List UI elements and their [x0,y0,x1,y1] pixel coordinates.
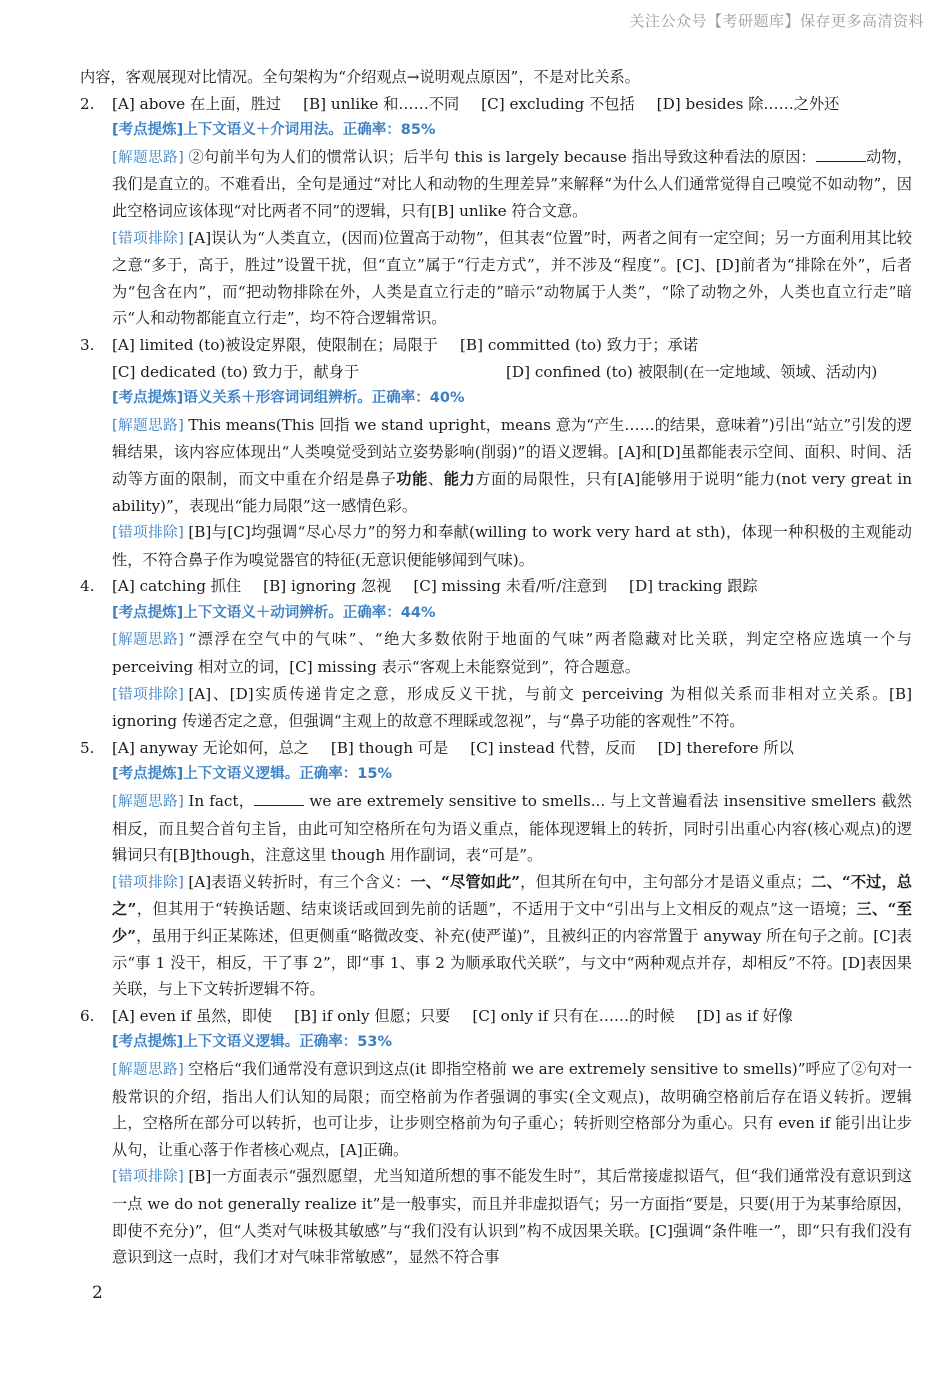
q5-cuoxiang-bold-2: 二、“不过，总之” [112,872,912,919]
q3-jieti [80,412,912,519]
q2-cuoxiang [80,225,912,332]
q4-kaodian-text: 上下文语义＋动词辨析。正确率：44% [183,604,436,621]
q4-options [80,573,912,600]
q5-kaodian-text: 上下文语义逻辑。正确率：15% [183,766,392,783]
q5-option-d: [D] therefore 所以 [657,738,794,757]
kaodian-label: [考点提炼] [112,390,184,407]
q5-option-c: [C] instead 代替，反而 [470,738,636,757]
q6-option-c: [C] only if 只有在……的时候 [472,1006,675,1025]
q3-options-row2 [112,359,912,386]
q3-option-b: [B] committed (to) 致力于；承诺 [459,335,698,354]
q4-jieti-text: “漂浮在空气中的气味”、“绝大多数依附于地面的气味”两者隐藏对比关联，判定空格应选填一个与 perceiving 相对立的词，[C] missing 表示“客观上未能察觉到”，符合题意。 [112,630,912,677]
q5-cuoxiang-text-g: ，虽用于纠正某陈述，但更侧重“略微改变、补充(使严谨)”，且被纠正的内容常置于 anyway 所在句子之前。[C]表示“事 1 没干，相反，干了事 2”，即“事 1、事 2 为顺承取代关联”，与文中“两种观点并存，却相反”不符。[D]表因果关联，与上下文转折逻辑不符。 [112,927,912,999]
q5-options [80,735,912,762]
q5-cuoxiang [80,869,912,1003]
jieti-label: [解题思路] [112,794,185,811]
q3-option-a: [A] limited (to)被设定界限，使限制在；局限于 [112,335,438,354]
q3-cuoxiang-text: [B]与[C]均强调“尽心尽力”的努力和奉献(willing to work very hard at sth)，体现一种积极的主观能动性，不符合鼻子作为嗅觉器官的特征(无意识便能够闻到气味)。 [112,523,912,569]
q2-blank [816,147,866,162]
q2-option-b: [B] unlike 和……不同 [303,94,460,113]
q3-jieti-text-c: 、 [427,469,444,488]
q2-option-c: [C] excluding 不包括 [481,94,635,113]
q5-option-a: [A] anyway 无论如何，总之 [112,738,309,757]
jieti-label: [解题思路] [112,632,185,649]
cuoxiang-label: [错项排除] [112,686,185,703]
q6-jieti-text: 空格后“我们通常没有意识到这点(it 即指空格前 we are extremely sensitive to smells)”呼应了②句对一般常识的介绍，指出人们认知的局限；而空格前为作者强调的事实(全文观点)，故明确空格前后存在语义转折。逻辑上，空格所在部分可以转折，也可让步，让步则空格前为句子重心；转折则空格部分为重心。只有 even if 能引出让步从句，让重心落于作者核心观点，[A]正确。 [112,1059,912,1159]
q2-number: 2. [80,94,95,113]
q2-jieti-text-2: 动物，我们是直立的。不难看出，全句是通过“对比人和动物的生理差异”来解释“为什么人们通常觉得自己嗅觉不如动物”，因此空格词应该体现“对比两者不同”的逻辑，只有[B] unlike 符合文意。 [112,147,913,220]
q6-cuoxiang-text: [B]一方面表示“强烈愿望，尤当知道所想的事不能发生时”，其后常接虚拟语气，但“我们通常没有意识到这一点 we do not generally realize it”是一般事实，而且并非虚拟语气；另一方面指“要是，只要(用于为某事给原因，即使不充分)”，但“人类对气味极其敏感”与“我们没有认识到”构不成因果关联。[C]强调“条件唯一”，即“只有我们没有意识到这一点时，我们才对气味非常敏感”，显然不符合事 [112,1167,912,1267]
q6-option-a: [A] even if 虽然，即使 [112,1006,273,1025]
q5-jieti [80,788,912,869]
q3-number: 3. [80,335,95,354]
q5-cuoxiang-text-c: ，但其所在句中，主句部分才是语义重点； [520,872,812,891]
q6-options [80,1003,912,1030]
watermark-text: 关注公众号【考研题库】保存更多高清资料 [629,12,924,30]
q3-cuoxiang [80,519,912,573]
kaodian-label: [考点提炼] [112,766,184,783]
q6-option-b: [B] if only 但愿；只要 [294,1006,451,1025]
q4-number: 4. [80,577,95,596]
jieti-label: [解题思路] [112,1061,185,1078]
q3-jieti-text-a: This means(This 回指 we stand upright，means 意为“产生……的结果，意味着”)引出“站立”引发的逻辑结果，该内容应体现出“人类嗅觉受到站立姿势影响(削弱)”的语义逻辑。[A]和[D]虽都能表示空间、面积、时间、活动等方面的限制，而文中重在介绍是鼻子 [112,415,912,488]
page-content [80,64,912,1271]
q5-option-b: [B] though 可是 [330,738,449,757]
q6-kaodian [112,1029,912,1056]
q6-jieti [80,1056,912,1163]
cuoxiang-label: [错项排除] [112,230,185,247]
kaodian-label: [考点提炼] [112,1034,184,1051]
q5-jieti-text-2: we are extremely sensitive to smells... 与上文普遍看法 insensitive smellers 截然相反，而且契合首句主旨，由此可知空格所在句为语义重点，能体现逻辑上的转折，同时引出重心内容(核心观点)的逻辑词只有[B]though，注意这里 though 用作副词，表“可是”。 [112,792,912,865]
kaodian-label: [考点提炼] [112,122,184,139]
q2-option-a: [A] above 在上面，胜过 [112,94,282,113]
cuoxiang-label: [错项排除] [112,525,185,542]
q5-blank [254,791,304,806]
q4-option-a: [A] catching 抓住 [112,577,242,596]
q3-option-d: [D] confined (to) 被限制(在一定地域、领域、活动内) [506,362,878,381]
q5-cuoxiang-bold-3: 三、“至少” [112,900,912,945]
q2-option-d: [D] besides 除……之外还 [656,94,840,113]
q2-jieti-text-1: ②句前半句为人们的惯常认识；后半句 this is largely because 指出导致这种看法的原因： [188,147,816,166]
q5-cuoxiang-bold-1: 一、“尽管如此” [410,872,521,891]
intro-line: 内容，客观展现对比情况。全句架构为“介绍观点→说明观点原因”，不是对比关系。 [80,68,640,86]
kaodian-label: [考点提炼] [112,604,184,621]
q4-option-d: [D] tracking 跟踪 [629,577,758,596]
q6-option-d: [D] as if 好像 [696,1006,793,1025]
page-number: 2 [92,1283,103,1303]
q6-cuoxiang [80,1163,912,1270]
jieti-label: [解题思路] [112,417,185,434]
jieti-label: [解题思路] [112,149,185,166]
q6-number: 6. [80,1006,95,1025]
q4-cuoxiang-text: [A]、[D]实质传递肯定之意，形成反义干扰，与前文 perceiving 为相似关系而非相对立关系。[B] ignoring 传递否定之意，但强调“主观上的故意不理睬或忽视”，与“鼻子功能的客观性”不符。 [112,684,912,731]
q3-kaodian-text: 语义关系＋形容词词组辨析。正确率：40% [183,390,465,407]
q3-jieti-text-d: 方面的局限性，只有[A]能够用于说明“能力(not very great in ability)”，表现出“能力局限”这一感情色彩。 [112,469,913,515]
q4-option-b: [B] ignoring 忽视 [263,577,392,596]
q2-kaodian-text: 上下文语义＋介词用法。正确率：85% [183,122,436,139]
q5-jieti-text-1: In fact， [188,792,255,811]
q3-options-row1 [80,332,912,359]
q6-kaodian-text: 上下文语义逻辑。正确率：53% [183,1034,392,1051]
q4-cuoxiang [80,681,912,735]
q4-jieti [80,626,912,680]
q2-kaodian [112,117,912,144]
q3-option-c: [C] dedicated (to) 致力于，献身于 [112,362,360,381]
q3-jieti-bold-2: 能力 [443,469,476,488]
q2-options [80,91,912,118]
cuoxiang-label: [错项排除] [112,1169,185,1186]
q5-number: 5. [80,738,95,757]
cuoxiang-label: [错项排除] [112,874,185,891]
q2-cuoxiang-text: [A]误认为“人类直立，(因而)位置高于动物”，但其表“位置”时，两者之间有一定空间；另一方面利用其比较之意“多于，高于，胜过”设置干扰，但“直立”属于“行走方式”，并不涉及“程度”。[C]、[D]前者为“排除在外”，后者为“包含在内”，而“把动物排除在外，人类是直立行走的”暗示“动物属于人类”，“除了动物之外，人类也直立行走”暗示“人和动物都能直立行走”，均不符合逻辑常识。 [112,228,912,328]
q4-kaodian [112,600,912,627]
q5-cuoxiang-text-a: [A]表语义转折时，有三个含义： [188,872,411,891]
q4-option-c: [C] missing 未看/听/注意到 [413,577,608,596]
q2-jieti [80,144,912,225]
q5-kaodian [112,761,912,788]
q3-jieti-bold-1: 功能 [396,469,428,488]
q3-kaodian [112,385,912,412]
q5-cuoxiang-text-e: ，但其用于“转换话题、结束谈话或回到先前的话题”，不适用于文中“引出与上文相反的观点”这一语境； [136,900,856,919]
